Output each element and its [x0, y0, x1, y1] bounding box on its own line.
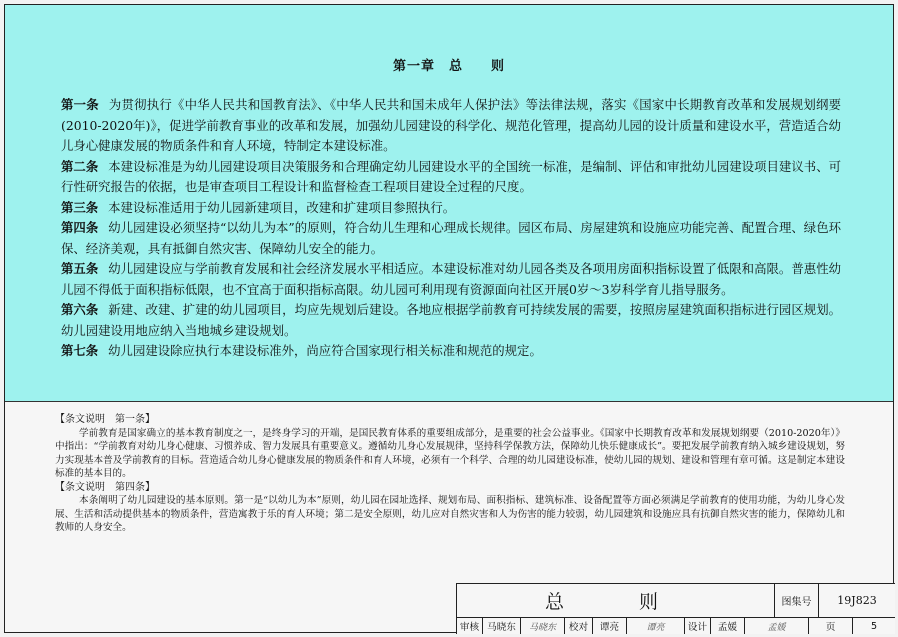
title-block [456, 583, 895, 634]
article-label: 第六条 [61, 302, 99, 317]
article-1 [61, 95, 841, 157]
designer-signature: 孟媛 [745, 618, 809, 634]
review-label: 审核 [457, 618, 483, 634]
sheet-title: 总 则 [457, 584, 775, 618]
article-label: 第二条 [61, 158, 99, 174]
page-number: 5 [870, 620, 878, 632]
explanation-area [55, 413, 845, 535]
article-list [61, 95, 841, 362]
design-label: 设计 [685, 618, 711, 634]
article-label: 第四条 [61, 220, 99, 235]
designer-name: 孟媛 [711, 618, 745, 634]
article-text: 为贯彻执行《中华人民共和国教育法》、《中华人民共和国未成年人保护法》等法律法规，落实《国家中长期教育改革和发展规划纲要(2010-2020年)》，促进学前教育事业的改革和发展，加强幼儿园建设的科学化、规范化管理，提高幼儿园的设计质量和建设水平，营造适合幼儿身心健康发展的物质条件和育人环境，特制定本建设标准。 [61, 97, 841, 153]
atlas-number: 19J823 [819, 584, 895, 618]
chapter-title: 第一章 总 则 [392, 59, 505, 74]
reviewer-signature: 马晓东 [521, 618, 565, 634]
article-3 [61, 198, 841, 219]
article-text: 幼儿园建设应与学前教育发展和社会经济发展水平相适应。本建设标准对幼儿园各类及各项用房面积指标设置了低限和高限。普惠性幼儿园不得低于面积指标低限，也不宜高于面积指标高限。幼儿园可利用现有资源面向社区开展0岁～3岁科学育儿指导服务。 [61, 261, 842, 297]
article-text: 幼儿园建设必须坚持“以幼儿为本”的原则，符合幼儿生理和心理成长规律。园区布局、房屋建筑和设施应功能完善、配置合理、绿色环保、经济美观，具有抵御自然灾害、保障幼儿安全的能力。 [61, 220, 842, 256]
article-text: 本建设标准适用于幼儿园新建项目，改建和扩建项目参照执行。 [108, 199, 456, 215]
article-label: 第七条 [61, 343, 99, 358]
note-heading: 【条文说明 第一条】 [55, 414, 155, 425]
check-label: 校对 [565, 618, 593, 634]
article-text: 幼儿园建设除应执行本建设标准外，尚应符合国家现行相关标准和规范的规定。 [108, 343, 542, 358]
article-7 [61, 341, 841, 362]
article-label: 第五条 [61, 261, 99, 276]
reviewer-name: 马晓东 [483, 618, 521, 634]
drawing-sheet [4, 4, 894, 633]
article-4 [61, 218, 841, 259]
checker-signature: 谭亮 [627, 618, 685, 634]
standard-text-area [5, 5, 893, 402]
note-body: 学前教育是国家确立的基本教育制度之一，是终身学习的开端，是国民教育体系的重要组成部分，是重要的社会公益事业。《国家中长期教育改革和发展规划纲要（2010-2020年）》中指出：“学前教育对幼儿身心健康、习惯养成、智力发展具有重要意义。遵循幼儿身心发展规律，坚持科学保教方法，保障幼儿快乐健康成长”。要把发展学前教育纳入城乡建设规划，努力实现基本普及学前教育的目标。营造适合幼儿身心健康发展的物质条件和育人环境，必须有一个科学、合理的幼儿园建设标准，使幼儿园的规划、建设和管理有章可循。这是制定本建设标准的基本目的。 [55, 427, 845, 479]
article-text: 本建设标准是为幼儿园建设项目决策服务和合理确定幼儿园建设水平的全国统一标准，是编制、评估和审批幼儿园建设项目建议书、可行性研究报告的依据，也是审查项目工程设计和监督检查工程项目建设全过程的尺度。 [61, 158, 842, 194]
note-body: 本条阐明了幼儿园建设的基本原则。第一是“以幼儿为本”原则，幼儿园在园址选择、规划布局、面积指标、建筑标准、设备配置等方面必须满足学前教育的使用功能，为幼儿身心发展、生活和活动提供基本的物质条件，营造寓教于乐的育人环境；第二是安全原则，幼儿应对自然灾害和人为伤害的能力较弱，幼儿园建筑和设施应具有抗御自然灾害的能力，保障幼儿和教师的人身安全。 [55, 495, 845, 533]
note-heading: 【条文说明 第四条】 [55, 481, 155, 493]
article-5 [61, 259, 841, 300]
atlas-number-label: 图集号 [775, 584, 819, 618]
signature-row [457, 618, 895, 634]
article-label: 第三条 [61, 199, 99, 215]
article-2 [61, 157, 841, 198]
page-label: 页 [809, 618, 853, 634]
article-6 [61, 300, 841, 341]
checker-name: 谭亮 [593, 618, 627, 634]
article-text: 新建、改建、扩建的幼儿园项目，均应先规划后建设。各地应根据学前教育可持续发展的需要，按照房屋建筑面积指标进行园区规划。幼儿园建设用地应纳入当地城乡建设规划。 [61, 302, 842, 338]
article-label: 第一条 [61, 97, 99, 112]
